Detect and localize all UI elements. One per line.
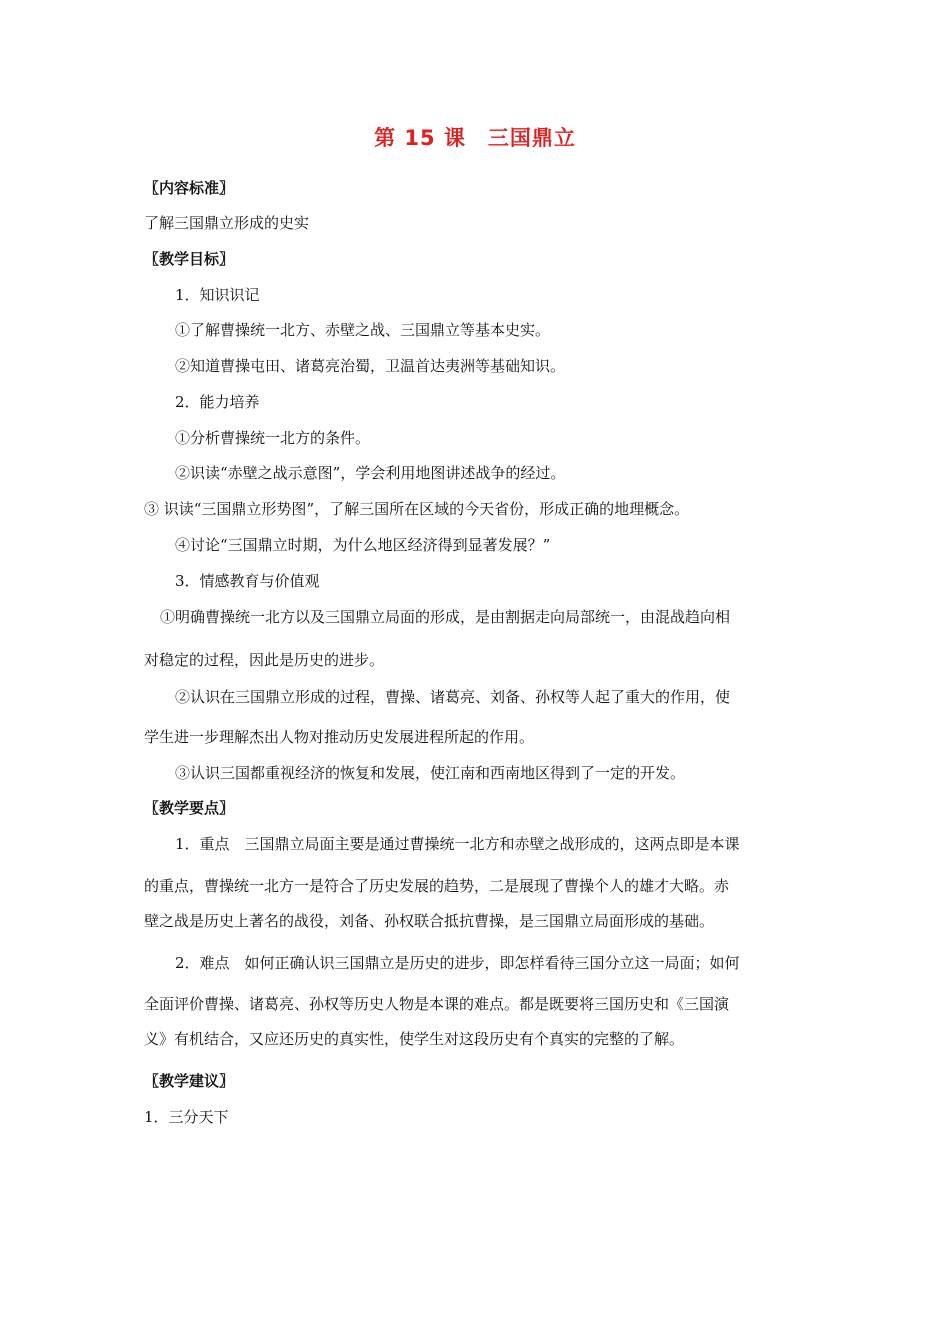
lesson-title: 第 15 课 三国鼎立 bbox=[374, 126, 576, 150]
goal-3-title: 3．情感教育与价值观 bbox=[175, 572, 320, 590]
goal-3-item-a-line2: 对稳定的过程，因此是历史的进步。 bbox=[144, 651, 385, 669]
key-point-1-line2: 的重点，曹操统一北方一是符合了历史发展的趋势，二是展现了曹操个人的雄才大略。赤 bbox=[144, 877, 730, 895]
goal-2-title: 2．能力培养 bbox=[175, 393, 260, 411]
heading-key-points: 〖教学要点〗 bbox=[144, 799, 235, 817]
heading-content-standard: 〖内容标准〗 bbox=[144, 179, 235, 197]
goal-3-item-c: ③认识三国都重视经济的恢复和发展，使江南和西南地区得到了一定的开发。 bbox=[175, 764, 686, 782]
goal-2-item-c: ③ 识读“三国鼎立形势图”，了解三国所在区域的今天省份，形成正确的地理概念。 bbox=[144, 500, 690, 518]
goal-3-item-b-line2: 学生进一步理解杰出人物对推动历史发展进程所起的作用。 bbox=[144, 728, 535, 746]
goal-2-item-b: ②识读“赤壁之战示意图”，学会利用地图讲述战争的经过。 bbox=[175, 464, 566, 482]
heading-teaching-goals: 〖教学目标〗 bbox=[144, 250, 235, 268]
key-point-1-line1: 1．重点 三国鼎立局面主要是通过曹操统一北方和赤壁之战形成的，这两点即是本课 bbox=[175, 835, 740, 853]
goal-3-item-a-line1: ①明确曹操统一北方以及三国鼎立局面的形成，是由割据走向局部统一，由混战趋向相 bbox=[160, 608, 731, 626]
key-point-2-line1: 2．难点 如何正确认识三国鼎立是历史的进步，即怎样看待三国分立这一局面；如何 bbox=[175, 954, 740, 972]
goal-1-title: 1．知识识记 bbox=[175, 286, 260, 304]
key-point-2-line3: 义》有机结合，又应还历史的真实性，使学生对这段历史有个真实的完整的了解。 bbox=[144, 1030, 685, 1048]
goal-2-item-a: ①分析曹操统一北方的条件。 bbox=[175, 429, 371, 447]
suggestion-1: 1．三分天下 bbox=[144, 1108, 229, 1126]
heading-suggestions: 〖教学建议〗 bbox=[144, 1072, 235, 1090]
content-standard-text: 了解三国鼎立形成的史实 bbox=[144, 214, 310, 232]
key-point-1-line3: 壁之战是历史上著名的战役，刘备、孙权联合抵抗曹操，是三国鼎立局面形成的基础。 bbox=[144, 912, 715, 930]
goal-1-item-a: ①了解曹操统一北方、赤壁之战、三国鼎立等基本史实。 bbox=[175, 321, 551, 339]
key-point-2-line2: 全面评价曹操、诸葛亮、孙权等历史人物是本课的难点。都是既要将三国历史和《三国演 bbox=[144, 995, 730, 1013]
goal-3-item-b-line1: ②认识在三国鼎立形成的过程，曹操、诸葛亮、刘备、孙权等人起了重大的作用，使 bbox=[175, 688, 731, 706]
goal-1-item-b: ②知道曹操屯田、诸葛亮治蜀，卫温首达夷洲等基础知识。 bbox=[175, 357, 566, 375]
goal-2-item-d: ④讨论“三国鼎立时期，为什么地区经济得到显著发展？” bbox=[175, 536, 551, 554]
